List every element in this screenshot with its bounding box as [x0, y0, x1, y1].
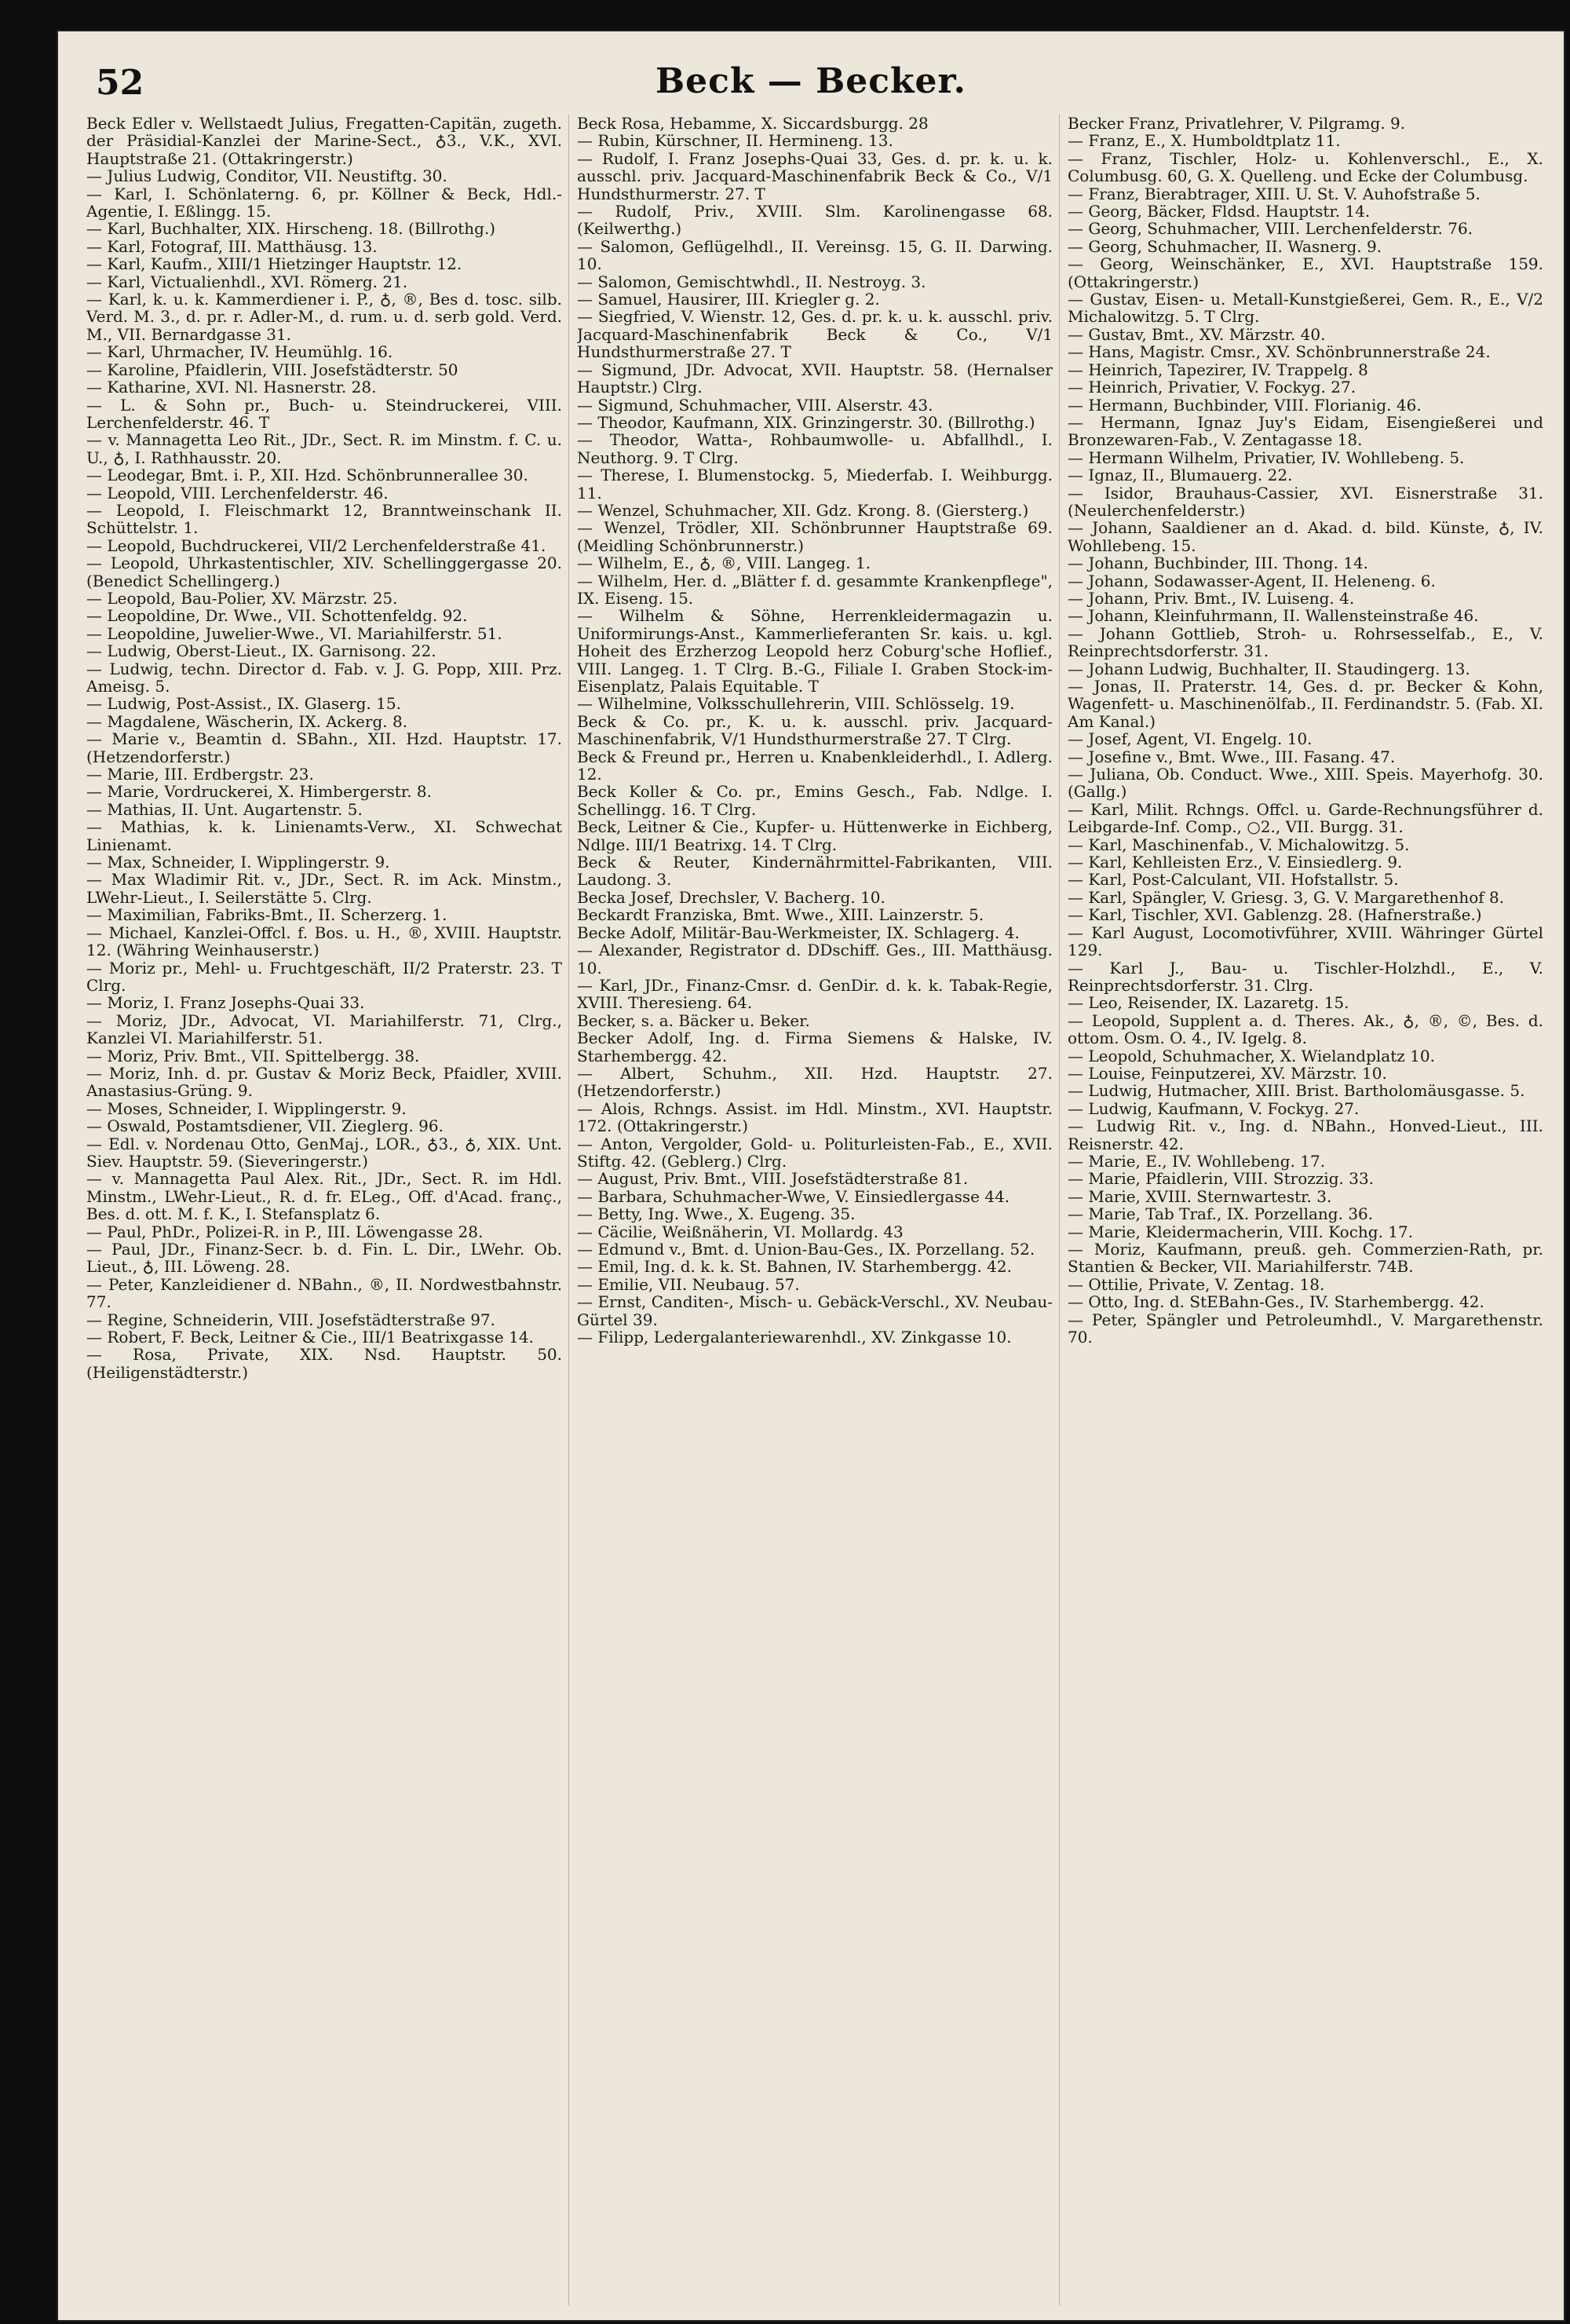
directory-entry: — Emilie, VII. Neubaug. 57.: [577, 1274, 800, 1294]
directory-entry: — Moriz, JDr., Advocat, VI. Mariahilferstr. 71, Clrg., Kanzlei VI. Mariahilferstr. 51.: [86, 1010, 562, 1048]
directory-entry: — Leopold, Buchdruckerei, VII/2 Lerchenfelderstraße 41.: [86, 535, 546, 555]
directory-entry: — Ludwig, Post-Assist., IX. Glaserg. 15.: [86, 694, 401, 714]
directory-entry: — Marie, Kleidermacherin, VIII. Kochg. 17.: [1068, 1222, 1414, 1241]
directory-entry: — Karl, I. Schönlaterng. 6, pr. Köllner & Beck, Hdl.-Agentie, I. Eßlingg. 15.: [86, 184, 562, 221]
directory-entry: — Julius Ludwig, Conditor, VII. Neustiftg. 30.: [86, 166, 447, 186]
directory-entry: — Josefine v., Bmt. Wwe., III. Fasang. 47.: [1068, 747, 1396, 766]
directory-entry: — Filipp, Ledergalanteriewarenhdl., XV. Zinkgasse 10.: [577, 1328, 1012, 1347]
directory-entry: — August, Priv. Bmt., VIII. Josefstädterstraße 81.: [577, 1169, 969, 1189]
directory-entry: — Edl. v. Nordenau Otto, GenMaj., LOR., ♁3., ♁, XIX. Unt. Siev. Hauptstr. 59. (Sieveringerstr.): [86, 1134, 562, 1171]
running-title: Beck — Becker.: [655, 61, 966, 101]
directory-entry: — Peter, Kanzleidiener d. NBahn., ®, II. Nordwestbahnstr. 77.: [86, 1274, 562, 1312]
directory-entry: — L. & Sohn pr., Buch- u. Steindruckerei, VIII. Lerchenfelderstr. 46. T: [86, 395, 562, 432]
directory-entry: — Marie, Pfaidlerin, VIII. Strozzig. 33.: [1068, 1169, 1375, 1189]
directory-entry: — Johann, Priv. Bmt., IV. Luiseng. 4.: [1068, 588, 1355, 608]
directory-entry: Becker, s. a. Bäcker u. Beker.: [577, 1010, 810, 1030]
directory-entry: — Georg, Bäcker, Fldsd. Hauptstr. 14.: [1068, 202, 1371, 221]
directory-entry: — Leopold, Schuhmacher, X. Wielandplatz 10.: [1068, 1046, 1435, 1065]
directory-entry: — Samuel, Hausirer, III. Kriegler g. 2.: [577, 290, 880, 309]
directory-entry: — Wilhelm, Her. d. „Blätter f. d. gesammte Krankenpflege", IX. Eiseng. 15.: [577, 571, 1053, 608]
directory-entry: — Marie, Vordruckerei, X. Himbergerstr. 8.: [86, 782, 432, 802]
directory-entry: — Peter, Spängler und Petroleumhdl., V. Margarethenstr. 70.: [1068, 1310, 1543, 1347]
directory-entry: — Ludwig, Oberst-Lieut., IX. Garnisong. 22.: [86, 641, 436, 661]
directory-entry: — Siegfried, V. Wienstr. 12, Ges. d. pr. k. u. k. ausschl. priv. Jacquard-Maschinenfabrik Beck & Co., V/1 Hundsthurmerstraße 27. T: [577, 307, 1053, 362]
directory-entry: Beck Rosa, Hebamme, X. Siccardsburgg. 28: [577, 115, 929, 133]
directory-entry: — Wilhelm, E., ♁, ®, VIII. Langeg. 1.: [577, 554, 871, 573]
directory-entry: — Emil, Ing. d. k. k. St. Bahnen, IV. Starhembergg. 42.: [577, 1257, 1012, 1277]
directory-entry: — Heinrich, Tapezirer, IV. Trappelg. 8: [1068, 360, 1368, 379]
directory-entry: — Hermann, Ignaz Juy's Eidam, Eisengießerei und Bronzewaren-Fab., V. Zentagasse 18.: [1068, 412, 1543, 450]
directory-entry: Becke Adolf, Militär-Bau-Werkmeister, IX. Schlagerg. 4.: [577, 923, 1020, 942]
directory-entry: — Rudolf, I. Franz Josephs-Quai 33, Ges. d. pr. k. u. k. ausschl. priv. Jacquard-Maschinenfabrik Beck & Co., V/1 Hundsthurmerstr. 27. T: [577, 148, 1053, 203]
directory-entry: — Leopold, I. Fleischmarkt 12, Branntweinschank II. Schüttelstr. 1.: [86, 500, 562, 538]
directory-entry: — Theodor, Watta-, Rohbaumwolle- u. Abfallhdl., I. Neuthorg. 9. T Clrg.: [577, 430, 1053, 467]
directory-entry: — Karl August, Locomotivführer, XVIII. Währinger Gürtel 129.: [1068, 923, 1543, 960]
directory-entry: — Rudolf, Priv., XVIII. Slm. Karolinengasse 68. (Keilwerthg.): [577, 202, 1053, 239]
directory-entry: — Karl, Post-Calculant, VII. Hofstallstr. 5.: [1068, 870, 1399, 890]
directory-entry: — Robert, F. Beck, Leitner & Cie., III/1 Beatrixgasse 14.: [86, 1328, 534, 1347]
directory-entry: — Salomon, Geflügelhdl., II. Vereinsg. 15, G. II. Darwing. 10.: [577, 236, 1053, 274]
directory-entry: — Katharine, XVI. Nl. Hasnerstr. 28.: [86, 378, 377, 397]
directory-entry: — Georg, Weinschänker, E., XVI. Hauptstraße 159. (Ottakringerstr.): [1068, 254, 1543, 291]
directory-entry: — Anton, Vergolder, Gold- u. Politurleisten-Fab., E., XVII. Stiftg. 42. (Geblerg.) Clrg.: [577, 1134, 1053, 1171]
directory-entry: — Karl, Buchhalter, XIX. Hirscheng. 18. (Billrothg.): [86, 219, 496, 239]
directory-entry: — Karl, Maschinenfab., V. Michalowitzg. 5.: [1068, 835, 1410, 854]
directory-entry: — Johann Gottlieb, Stroh- u. Rohrsesselfab., E., V. Reinprechtsdorferstr. 31.: [1068, 623, 1543, 661]
directory-entry: — Karl, JDr., Finanz-Cmsr. d. GenDir. d. k. k. Tabak-Regie, XVIII. Theresieng. 64.: [577, 975, 1053, 1013]
directory-entry: — Johann Ludwig, Buchhalter, II. Staudingerg. 13.: [1068, 659, 1470, 678]
directory-entry: — Ludwig Rit. v., Ing. d. NBahn., Honved-Lieut., III. Reisnerstr. 42.: [1068, 1116, 1543, 1153]
directory-entry: — Johann, Sodawasser-Agent, II. Heleneng. 6.: [1068, 571, 1436, 590]
directory-entry: — v. Mannagetta Paul Alex. Rit., JDr., Sect. R. im Hdl. Minstm., LWehr-Lieut., R. d. fr. ELeg., Off. d'Acad. franç., Bes. d. ott. M. f. K., I. Stefansplatz 6.: [86, 1169, 562, 1224]
directory-entry: — Ludwig, Kaufmann, V. Fockyg. 27.: [1068, 1098, 1360, 1118]
directory-entry: — Cäcilie, Weißnäherin, VI. Mollardg. 43: [577, 1222, 904, 1241]
directory-entry: — Max, Schneider, I. Wipplingerstr. 9.: [86, 853, 390, 872]
directory-entry: — Oswald, Postamtsdiener, VII. Zieglerg. 96.: [86, 1116, 444, 1136]
directory-entry: — Karl, Kehlleisten Erz., V. Einsiedlerg. 9.: [1068, 853, 1403, 872]
directory-entry: Becker Franz, Privatlehrer, V. Pilgramg. 9.: [1068, 115, 1406, 133]
directory-entry: — Magdalene, Wäscherin, IX. Ackerg. 8.: [86, 711, 408, 731]
directory-entry: — Leo, Reisender, IX. Lazaretg. 15.: [1068, 993, 1349, 1013]
directory-entry: — Ludwig, techn. Director d. Fab. v. J. G. Popp, XIII. Prz. Ameisg. 5.: [86, 659, 562, 696]
directory-entry: — Franz, E., X. Humboldtplatz 11.: [1068, 131, 1341, 151]
directory-entry: Beck & Freund pr., Herren u. Knabenkleiderhdl., I. Adlerg. 12.: [577, 747, 1053, 784]
directory-entry: — v. Mannagetta Leo Rit., JDr., Sect. R. im Minstm. f. C. u. U., ♁, I. Rathhausstr. 20.: [86, 430, 562, 467]
directory-entry: — Mathias, II. Unt. Augartenstr. 5.: [86, 799, 363, 819]
directory-entry: — Michael, Kanzlei-Offcl. f. Bos. u. H., ®, XVIII. Hauptstr. 12. (Währing Weinhauserstr.): [86, 923, 562, 960]
directory-entry: — Hans, Magistr. Cmsr., XV. Schönbrunnerstraße 24.: [1068, 342, 1491, 362]
directory-entry: — Leopold, VIII. Lerchenfelderstr. 46.: [86, 483, 389, 502]
directory-entry: — Salomon, Gemischtwhdl., II. Nestroyg. 3.: [577, 272, 926, 291]
directory-entry: — Moses, Schneider, I. Wipplingerstr. 9.: [86, 1098, 407, 1118]
directory-entry: — Moriz, Kaufmann, preuß. geh. Commerzien-Rath, pr. Stantien & Becker, VII. Mariahilferstr. 74B.: [1068, 1240, 1543, 1277]
directory-entry: — Johann, Buchbinder, III. Thong. 14.: [1068, 554, 1369, 573]
directory-entry: — Wilhelm & Söhne, Herrenkleidermagazin u. Uniformirungs-Anst., Kammerlieferanten Sr. kais. u. kgl. Hoheit des Erzherzog Leopold herz Coburg'sche Hoflief., VIII. Langeg. 1. T Clrg. B.-G., Filiale I. Graben Stock-im-Eisenplatz, Palais Equitable. T: [577, 606, 1053, 696]
directory-entry: — Louise, Feinputzerei, XV. Märzstr. 10.: [1068, 1063, 1387, 1083]
directory-entry: — Johann, Saaldiener an d. Akad. d. bild. Künste, ♁, IV. Wohllebeng. 15.: [1068, 518, 1543, 555]
directory-entry: Beck Koller & Co. pr., Emins Gesch., Fab. Ndlge. I. Schellingg. 16. T Clrg.: [577, 782, 1053, 819]
directory-entry: — Georg, Schuhmacher, VIII. Lerchenfelderstr. 76.: [1068, 219, 1473, 239]
directory-entry: — Rubin, Kürschner, II. Hermineng. 13.: [577, 131, 893, 151]
directory-entry: — Josef, Agent, VI. Engelg. 10.: [1068, 729, 1313, 749]
directory-entry: — Sigmund, JDr. Advocat, XVII. Hauptstr. 58. (Hernalser Hauptstr.) Clrg.: [577, 360, 1053, 397]
directory-entry: — Karl, Victualienhdl., XVI. Römerg. 21.: [86, 272, 408, 291]
directory-entry: Beckardt Franziska, Bmt. Wwe., XIII. Lainzerstr. 5.: [577, 905, 984, 925]
directory-entry: — Wilhelmine, Volksschullehrerin, VIII. Schlösselg. 19.: [577, 694, 1015, 714]
directory-entry: — Franz, Tischler, Holz- u. Kohlenverschl., E., X. Columbusg. 60, G. X. Quelleng. und Ecke der Columbusg.: [1068, 148, 1543, 186]
directory-entry: — Alois, Rchngs. Assist. im Hdl. Minstm., XVI. Hauptstr. 172. (Ottakringerstr.): [577, 1098, 1053, 1136]
directory-entry: — Karl, k. u. k. Kammerdiener i. P., ♁, ®, Bes d. tosc. silb. Verd. M. 3., d. pr. r. Adler-M., d. rum. u. d. serb gold. Verd. M., VII. Bernardgasse 31.: [86, 290, 562, 344]
directory-entry: — Leopold, Uhrkastentischler, XIV. Schellinggergasse 20. (Benedict Schellingerg.): [86, 554, 562, 590]
directory-entry: Beck & Co. pr., K. u. k. ausschl. priv. Jacquard-Maschinenfabrik, V/1 Hundsthurmerstraße 27. T Clrg.: [577, 711, 1053, 749]
directory-entry: — Edmund v., Bmt. d. Union-Bau-Ges., IX. Porzellang. 52.: [577, 1240, 1035, 1259]
directory-entry: — Johann, Kleinfuhrmann, II. Wallensteinstraße 46.: [1068, 606, 1479, 626]
directory-entry: — Wenzel, Trödler, XII. Schönbrunner Hauptstraße 69. (Meidling Schönbrunnerstr.): [577, 518, 1053, 555]
directory-entry: — Juliana, Ob. Conduct. Wwe., XIII. Speis. Mayerhofg. 30. (Gallg.): [1068, 765, 1543, 802]
column-middle: [577, 115, 1060, 2305]
page: [58, 31, 1564, 2320]
directory-entry: — Albert, Schuhm., XII. Hzd. Hauptstr. 27. (Hetzendorferstr.): [577, 1063, 1053, 1101]
directory-entry: — Moriz, Inh. d. pr. Gustav & Moriz Beck, Pfaidler, XVIII. Anastasius-Grüng. 9.: [86, 1063, 562, 1101]
directory-entry: — Betty, Ing. Wwe., X. Eugeng. 35.: [577, 1204, 856, 1224]
directory-entry: — Ignaz, II., Blumauerg. 22.: [1068, 466, 1293, 485]
directory-entry: — Leodegar, Bmt. i. P., XII. Hzd. Schönbrunnerallee 30.: [86, 466, 528, 485]
directory-entry: — Theodor, Kaufmann, XIX. Grinzingerstr. 30. (Billrothg.): [577, 412, 1035, 432]
directory-entry: — Karl, Tischler, XVI. Gablenzg. 28. (Hafnerstraße.): [1068, 905, 1482, 925]
directory-entry: — Jonas, II. Praterstr. 14, Ges. d. pr. Becker & Kohn, Wagenfett- u. Maschinenölfab., II. Ferdinandstr. 5. (Fab. XI. Am Kanal.): [1068, 677, 1543, 731]
directory-entry: — Heinrich, Privatier, V. Fockyg. 27.: [1068, 378, 1356, 397]
directory-entry: — Otto, Ing. d. StEBahn-Ges., IV. Starhembergg. 42.: [1068, 1292, 1484, 1312]
directory-entry: — Leopoldine, Dr. Wwe., VII. Schottenfeldg. 92.: [86, 606, 468, 626]
directory-entry: Becker Adolf, Ing. d. Firma Siemens & Halske, IV. Starhembergg. 42.: [577, 1029, 1053, 1065]
directory-entry: — Moriz, Priv. Bmt., VII. Spittelbergg. 38.: [86, 1046, 420, 1065]
directory-entry: — Moriz, I. Franz Josephs-Quai 33.: [86, 993, 365, 1013]
directory-entry: — Karl, Spängler, V. Griesg. 3, G. V. Margarethenhof 8.: [1068, 887, 1505, 907]
directory-entry: — Hermann Wilhelm, Privatier, IV. Wohllebeng. 5.: [1068, 448, 1465, 467]
directory-entry: — Leopold, Supplent a. d. Theres. Ak., ♁, ®, ©, Bes. d. ottom. Osm. O. 4., IV. Igelg. 8.: [1068, 1010, 1543, 1048]
directory-entry: — Sigmund, Schuhmacher, VIII. Alserstr. 43.: [577, 395, 933, 415]
column-left: [86, 115, 569, 2305]
directory-entry: — Karoline, Pfaidlerin, VIII. Josefstädterstr. 50: [86, 360, 458, 379]
directory-entry: — Paul, PhDr., Polizei-R. in P., III. Löwengasse 28.: [86, 1222, 484, 1241]
directory-entry: — Georg, Schuhmacher, II. Wasnerg. 9.: [1068, 236, 1382, 256]
directory-entry: Becka Josef, Drechsler, V. Bacherg. 10.: [577, 887, 885, 907]
directory-entry: — Hermann, Buchbinder, VIII. Florianig. 46.: [1068, 395, 1422, 415]
directory-entry: — Max Wladimir Rit. v., JDr., Sect. R. im Ack. Minstm., LWehr-Lieut., I. Seilerstätte 5. Clrg.: [86, 870, 562, 907]
directory-entry: — Marie, III. Erdbergstr. 23.: [86, 765, 314, 784]
directory-entry: — Gustav, Bmt., XV. Märzstr. 40.: [1068, 324, 1326, 344]
directory-entry: — Alexander, Registrator d. DDschiff. Ges., III. Matthäusg. 10.: [577, 941, 1053, 977]
directory-entry: — Paul, JDr., Finanz-Secr. b. d. Fin. L. Dir., LWehr. Ob. Lieut., ♁, III. Löweng. 28.: [86, 1240, 562, 1277]
directory-entry: — Karl J., Bau- u. Tischler-Holzhdl., E., V. Reinprechtsdorferstr. 31. Clrg.: [1068, 958, 1543, 995]
column-right: [1068, 115, 1550, 2305]
directory-entry: — Marie, E., IV. Wohllebeng. 17.: [1068, 1151, 1326, 1171]
directory-entry: Beck, Leitner & Cie., Kupfer- u. Hüttenwerke in Eichberg, Ndlge. III/1 Beatrixg. 14. T Clrg.: [577, 817, 1053, 854]
directory-entry: — Karl, Milit. Rchngs. Offcl. u. Garde-Rechnungsführer d. Leibgarde-Inf. Comp., ○2., VII. Burgg. 31.: [1068, 799, 1543, 837]
directory-entry: — Regine, Schneiderin, VIII. Josefstädterstraße 97.: [86, 1310, 495, 1329]
directory-entry: — Ludwig, Hutmacher, XIII. Brist. Bartholomäusgasse. 5.: [1068, 1081, 1525, 1101]
directory-entry: — Isidor, Brauhaus-Cassier, XVI. Eisnerstraße 31. (Neulerchenfelderstr.): [1068, 483, 1543, 520]
directory-entry: — Therese, I. Blumenstockg. 5, Miederfab. I. Weihburgg. 11.: [577, 466, 1053, 502]
directory-entry: — Barbara, Schuhmacher-Wwe, V. Einsiedlergasse 44.: [577, 1186, 1010, 1206]
directory-entry: — Marie, Tab Traf., IX. Porzellang. 36.: [1068, 1204, 1374, 1224]
directory-columns: [86, 115, 1550, 2305]
directory-entry: — Karl, Uhrmacher, IV. Heumühlg. 16.: [86, 342, 393, 362]
directory-entry: — Mathias, k. k. Linienamts-Verw., XI. Schwechat Linienamt.: [86, 817, 562, 854]
directory-entry: — Ernst, Canditen-, Misch- u. Gebäck-Verschl., XV. Neubau-Gürtel 39.: [577, 1292, 1053, 1329]
page-number: 52: [96, 63, 144, 103]
directory-entry: — Maximilian, Fabriks-Bmt., II. Scherzerg. 1.: [86, 905, 447, 925]
directory-entry: — Karl, Kaufm., XIII/1 Hietzinger Hauptstr. 12.: [86, 254, 462, 274]
directory-entry: — Rosa, Private, XIX. Nsd. Hauptstr. 50. (Heiligenstädterstr.): [86, 1345, 562, 1382]
directory-entry: — Franz, Bierabtrager, XIII. U. St. V. Auhofstraße 5.: [1068, 184, 1481, 203]
directory-entry: — Gustav, Eisen- u. Metall-Kunstgießerei, Gem. R., E., V/2 Michalowitzg. 5. T Clrg.: [1068, 290, 1543, 327]
directory-entry: — Leopold, Bau-Polier, XV. Märzstr. 25.: [86, 588, 398, 608]
directory-entry: — Leopoldine, Juwelier-Wwe., VI. Mariahilferstr. 51.: [86, 623, 502, 643]
directory-entry: — Ottilie, Private, V. Zentag. 18.: [1068, 1274, 1325, 1294]
directory-entry: Beck Edler v. Wellstaedt Julius, Fregatten-Capitän, zugeth. der Präsidial-Kanzlei der Marine-Sect., ♁3., V.K., XVI. Hauptstraße 21. (Ottakringerstr.): [86, 115, 562, 168]
directory-entry: — Marie v., Beamtin d. SBahn., XII. Hzd. Hauptstr. 17. (Hetzendorferstr.): [86, 729, 562, 766]
directory-entry: — Marie, XVIII. Sternwartestr. 3.: [1068, 1186, 1332, 1206]
directory-entry: — Wenzel, Schuhmacher, XII. Gdz. Krong. 8. (Giersterg.): [577, 500, 1029, 520]
directory-entry: Beck & Reuter, Kindernährmittel-Fabrikanten, VIII. Laudong. 3.: [577, 853, 1053, 890]
directory-entry: — Moriz pr., Mehl- u. Fruchtgeschäft, II/2 Praterstr. 23. T Clrg.: [86, 958, 562, 995]
directory-entry: — Karl, Fotograf, III. Matthäusg. 13.: [86, 236, 378, 256]
